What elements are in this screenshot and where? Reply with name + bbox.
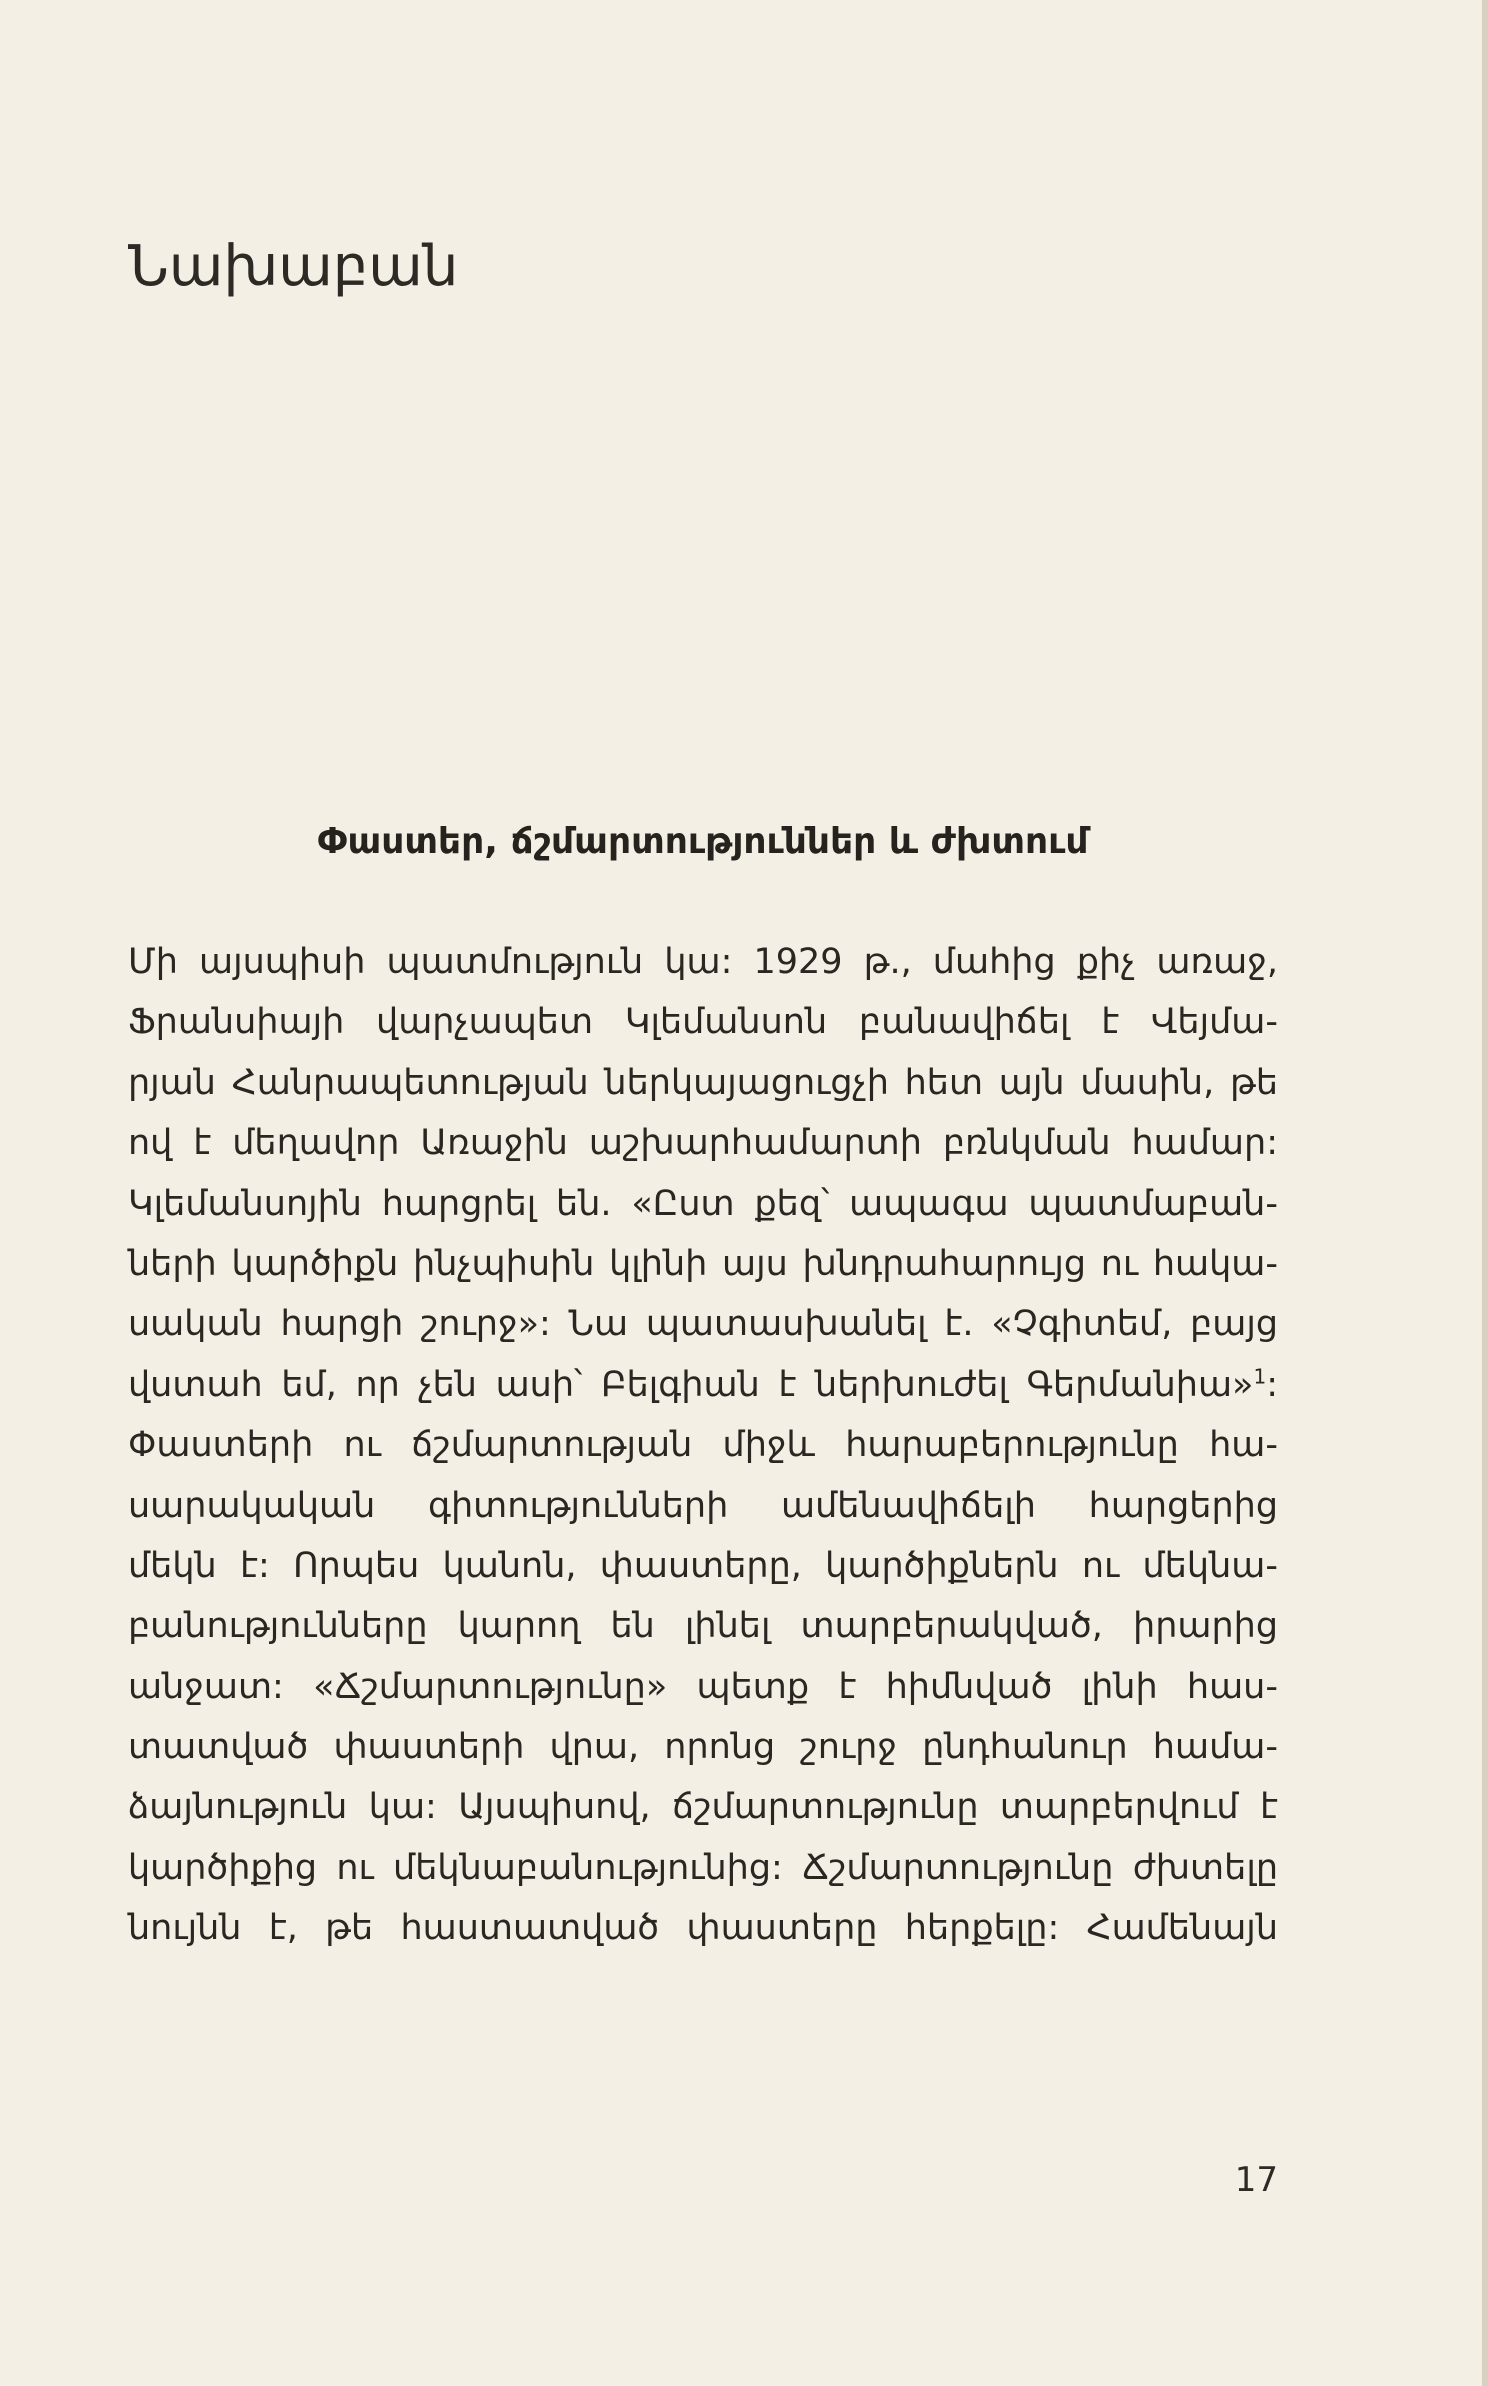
- text-line: Ֆրանսիայի վարչապետ Կլեմանսոն բանավիճել է Վեյմա-: [128, 1002, 1278, 1043]
- text-line: ների կարծիքն ինչպիսին կլինի այս խնդրահարույց ու հակա-: [128, 1243, 1278, 1284]
- footnote-marker: 1: [1253, 1364, 1267, 1389]
- text-line: ով է մեղավոր Առաջին աշխարհամարտի բռնկման համար:: [128, 1123, 1278, 1164]
- chapter-title: Նախաբան: [128, 234, 459, 299]
- text-line: Կլեմանսոյին հարցրել են. «Ըստ քեզ՝ ապագա պատմաբան-: [128, 1183, 1278, 1224]
- section-heading: Փաստեր, ճշմարտություններ և ժխտում: [317, 821, 1089, 862]
- text-line: բանությունները կարող են լինել տարբերակված, իրարից: [128, 1606, 1278, 1647]
- text-line: սական հարցի շուրջ»: Նա պատասխանել է. «Չգիտեմ, բայց: [128, 1304, 1278, 1345]
- page-edge-shadow: [1482, 0, 1488, 2386]
- footnote-suffix: :: [1266, 1364, 1278, 1405]
- body-text: [128, 932, 1278, 1959]
- text-line: սարակական գիտությունների ամենավիճելի հարցերից: [128, 1485, 1278, 1526]
- text-line: Փաստերի ու ճշմարտության միջև հարաբերությունը հա-: [128, 1425, 1278, 1466]
- text-line-with-footnote: [128, 1355, 1278, 1415]
- text-line-content: վստահ եմ, որ չեն ասի՝ Բելգիան է ներխուժել Գերմանիա»: [128, 1364, 1254, 1405]
- text-line: նույնն է, թե հաստատված փաստերը հերքելը: Համենայն: [128, 1908, 1278, 1949]
- text-line: ձայնություն կա: Այսպիսով, ճշմարտությունը տարբերվում է: [128, 1787, 1278, 1828]
- text-line: մեկն է: Որպես կանոն, փաստերը, կարծիքներն ու մեկնա-: [128, 1545, 1278, 1586]
- text-line: Մի այսպիսի պատմություն կա: 1929 թ., մահից քիչ առաջ,: [128, 942, 1278, 982]
- text-line: տատված փաստերի վրա, որոնց շուրջ ընդհանուր համա-: [128, 1727, 1278, 1768]
- page-number: 17: [1234, 2160, 1278, 2200]
- text-line: րյան Հանրապետության ներկայացուցչի հետ այն մասին, թե: [128, 1062, 1278, 1103]
- text-line: անջատ: «Ճշմարտությունը» պետք է հիմնված լինի հաս-: [128, 1666, 1278, 1707]
- text-line: կարծիքից ու մեկնաբանությունից: Ճշմարտությունը ժխտելը: [128, 1847, 1278, 1888]
